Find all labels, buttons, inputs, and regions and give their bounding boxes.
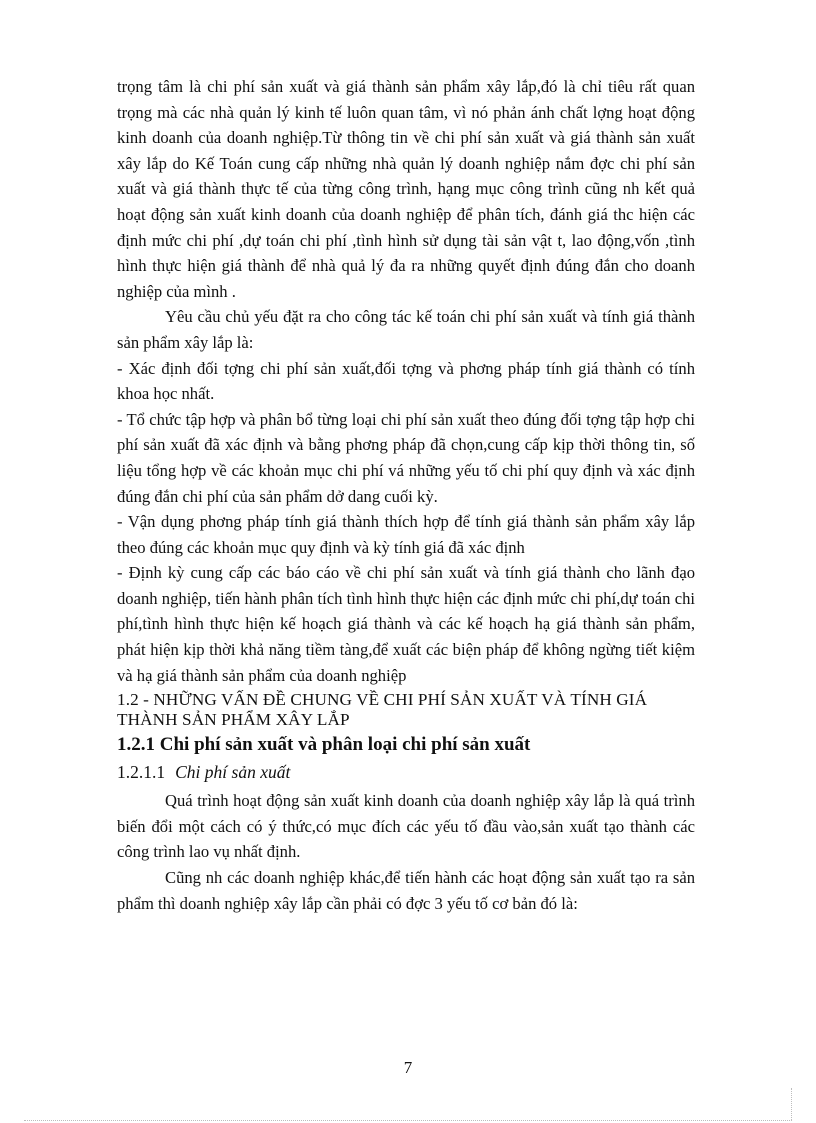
list-item-periodic-reports: - Định kỳ cung cấp các báo cáo về chi phí sản xuất và tính giá thành cho lãnh đạo doanh nghiệp, tiến hành phân tích tình hình thực hiện các định mức chi phí,dự toán chi phí,tình hình thực hiện kế hoạch giá thành và các kế hoạch hạ giá thành sản phẩm, phát hiện kịp thời khả năng tiềm tàng,để xuất các biện pháp để không ngừng tiết kiệm và hạ giá thành sản phẩm của doanh nghiệp [117, 563, 695, 685]
heading-title: Chi phí sản xuất [175, 762, 291, 783]
paragraph-production-process: Quá trình hoạt động sản xuất kinh doanh của doanh nghiệp xây lắp là quá trình biến đổi một cách có ý thức,có mục đích các yếu tố đầu vào,sản xuất tạo thành các công trình lao vụ nhất định. [117, 791, 695, 862]
list-item-apply-method: - Vận dụng phơng pháp tính giá thành thích hợp để tính giá thành sản phẩm xây lắp theo đúng các khoản mục quy định và kỳ tính giá đã xác định [117, 512, 695, 557]
paragraph-intro: trọng tâm là chi phí sản xuất và giá thành sản phẩm xây lắp,đó là chỉ tiêu rất quan trọng mà các nhà quản lý kinh tế luôn quan tâm, vì nó phản ánh chất lợng hoạt động kinh doanh của doanh nghiệp.Từ thông tin về chi phí sản xuất và giá thành sản xuất xây lắp do Kế Toán cung cấp những nhà quản lý doanh nghiệp nắm đợc chi phí sản xuất và giá thành thực tế của từng công trình, hạng mục công trình cũng nh kết quả hoạt động sản xuất kinh doanh của doanh nghiệp để phân tích, đánh giá thc hiện các định mức chi phí ,dự toán chi phí ,tình hình sử dụng tài sản vật t, lao động,vốn ,tình hình thực hiện giá thành để nhà quả lý đa ra những quyết định đúng đắn cho doanh nghiệp của mình . [117, 77, 695, 301]
page-content [117, 74, 695, 916]
page-number: 7 [403, 1058, 413, 1077]
list-item-determine-objects: - Xác định đối tợng chi phí sản xuất,đối tợng và phơng pháp tính giá thành có tính khoa học nhất. [117, 358, 695, 404]
paragraph-requirements: Yêu cầu chủ yếu đặt ra cho công tác kế toán chi phí sản xuất và tính giá thành sản phẩm xây lắp là: [117, 307, 695, 352]
heading-section-1-2-1: 1.2.1 Chi phí sản xuất và phân loại chi phí sản xuất [117, 734, 531, 756]
heading-section-1-2: 1.2 - NHỮNG VẤN ĐỀ CHUNG VỀ CHI PHÍ SẢN XUẤT VÀ TÍNH GIÁ THÀNH SẢN PHẨM XÂY LẮP [117, 690, 648, 730]
page-right-border [791, 1088, 792, 1120]
list-item-organize-costs: - Tổ chức tập hợp và phân bổ từng loại chi phí sản xuất theo đúng đối tợng tập hợp chi phí sản xuất đã xác định và bằng phơng pháp đã chọn,cung cấp kịp thời thông tin, số liệu tổng hợp về các khoản mục chi phí vá những yếu tố chi phí quy định và xác định đúng đắn chi phí của sản phẩm dở dang cuối kỳ. [117, 409, 695, 506]
page-bottom-border [24, 1120, 792, 1121]
paragraph-three-factors: Cũng nh các doanh nghiệp khác,để tiến hành các hoạt động sản xuất tạo ra sản phẩm thì doanh nghiệp xây lắp cần phải có đợc 3 yếu tố cơ bản đó là: [117, 868, 695, 913]
heading-number: 1.2.1.1 [117, 762, 166, 783]
heading-section-1-2-1-1 [117, 758, 695, 786]
